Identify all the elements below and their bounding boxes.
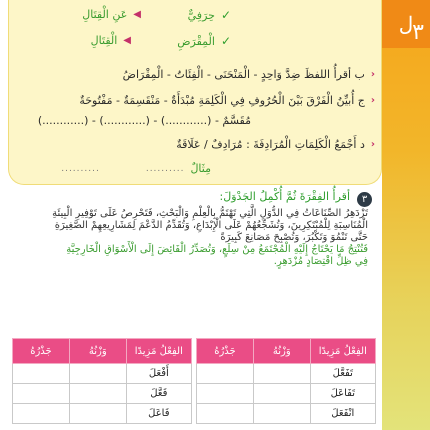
paragraph-line: تَزْدَهِرُ الصِّنَاعَاتُ فِي الدُّوَلِ الَّتِي تَهْتَمُّ بِالْعِلْمِ وَالْبَحْثِ، فَتَحْرِصُ عَلَى تَوْفِيرِ الْبِيئَةِ <box>52 208 368 219</box>
verb-table-right <box>196 338 376 424</box>
verb-table-left <box>12 338 192 424</box>
header-cell: الفِعْلُ مَزِيدًا <box>310 339 375 364</box>
section-badge: ٣ <box>357 192 372 207</box>
check-icon: ✓ <box>220 34 231 48</box>
header-cell: الفِعْلُ مَزِيدًا <box>126 339 191 364</box>
blank: .......... <box>61 163 100 174</box>
word: حِرَفِيٌّ <box>187 8 215 22</box>
answer-cell[interactable] <box>13 364 70 384</box>
paragraph <box>20 208 368 268</box>
word: الْقِتَالِ <box>90 34 118 47</box>
answer-cell[interactable] <box>253 364 310 384</box>
paragraph-line: فِي ظِلِّ اقْتِصَادٍ مُزْدَهِرٍ. <box>273 256 368 267</box>
side-strip <box>382 0 430 430</box>
line-text: مُقَسَّمٌ - (............) - (............) - (............) <box>37 114 251 127</box>
exercise-line-5 <box>38 114 251 127</box>
blank: .......... <box>145 163 185 174</box>
strip-heading: ل <box>382 0 430 48</box>
exercise-line-6 <box>176 138 375 151</box>
answer-cell[interactable] <box>253 404 310 424</box>
header-cell: وَزْنُهُ <box>253 339 310 364</box>
answer-cell[interactable] <box>253 384 310 404</box>
table-row <box>197 384 376 404</box>
paragraph-line: الْمُنَاسِبَةِ لِلْمُبْتَكِرِينَ، وَتُشَجِّعُهُمْ عَلَى الْإِبْدَاعِ، وَتُقَدِّمُ الدَّعْمَ لِمَشَارِيعِهِمْ الصَّغِيرَةِ <box>54 220 368 231</box>
exercise-box <box>8 0 382 185</box>
answer-cell[interactable] <box>69 404 126 424</box>
section-title: أقرأُ الفِقْرَةَ ثُمَّ أُكْمِلُ الجَدْوَلَ: <box>219 190 350 203</box>
exercise-line-2b <box>91 34 131 47</box>
check-icon: ✓ <box>220 8 231 22</box>
header-cell: جَذْرُهُ <box>13 339 70 364</box>
answer-cell[interactable] <box>197 404 254 424</box>
exercise-line-4 <box>79 94 375 107</box>
paragraph-line: فَتُنْتِجُ مَا يَحْتَاجُ إِلَيْهِ الْمُجْتَمَعُ مِنْ سِلَعٍ، وَتُصَدِّرُ الْفَائِضَ إِلَى الْأَسْوَاقِ الْخَارِجِيَّةِ <box>66 244 368 255</box>
arrow-icon: ◀ <box>123 35 131 46</box>
line-text: ج أُبيِّنُ الْفَرْقَ بَيْنَ الْحُرُوفِ فِي الْكَلِمَةِ مُبْدَأَةٌ - مَنْقَسِمَةٌ - مَفْتُوحَةٌ <box>79 94 365 107</box>
bullet-icon: ‹ <box>370 139 375 150</box>
answer-cell[interactable] <box>13 384 70 404</box>
header-cell: جَذْرُهُ <box>197 339 254 364</box>
table-row <box>13 384 192 404</box>
answer-cell[interactable] <box>13 404 70 424</box>
line-text: د أَجْمَعُ الْكَلِمَاتِ الْمُرَادِفَةَ : مُرَادِفٌ / عَلَاقَةٌ <box>176 138 365 151</box>
arrow-icon: ◀ <box>133 9 141 20</box>
exercise-line-2 <box>177 34 231 48</box>
answer-cell[interactable] <box>69 384 126 404</box>
word: عَنِ الْقِتَالِ <box>82 8 128 21</box>
table-row <box>13 404 192 424</box>
exercise-line-1b <box>82 8 141 21</box>
bullet-icon: ‹ <box>370 69 375 80</box>
exercise-line-7 <box>61 162 211 175</box>
table-cell: تَفَاعَلَ <box>310 384 375 404</box>
line-text: ب أقرأُ اللفظَ ضِدَّ وَاحِدٍ - الْمَنْحَنَى - الْفِئَاتُ - الْمِقْرَاضُ <box>122 68 365 81</box>
bullet-icon: ‹ <box>370 95 375 106</box>
word: مِثَالٌ <box>190 162 211 175</box>
table-row <box>13 364 192 384</box>
table-cell: تَفَعَّلَ <box>310 364 375 384</box>
table-cell: انْفَعَلَ <box>310 404 375 424</box>
table-row <box>197 404 376 424</box>
answer-cell[interactable] <box>69 364 126 384</box>
table-row <box>197 364 376 384</box>
exercise-line-3 <box>123 68 375 81</box>
word: الْمِقْرَضِ <box>177 34 215 48</box>
answer-cell[interactable] <box>197 384 254 404</box>
paragraph-line: حَتَّى تَنْمُوَ وَتَكْبُرَ، وَتُصْبِحَ مَصَانِعَ كَبِيرَةً <box>220 232 368 243</box>
table-cell: فَاعَلَ <box>126 404 191 424</box>
exercise-line-1 <box>188 8 231 22</box>
header-cell: وَزْنُهُ <box>69 339 126 364</box>
answer-cell[interactable] <box>197 364 254 384</box>
table-cell: أَفْعَلَ <box>126 364 191 384</box>
strip-number: ٣ <box>412 20 424 45</box>
table-cell: فَعَّلَ <box>126 384 191 404</box>
